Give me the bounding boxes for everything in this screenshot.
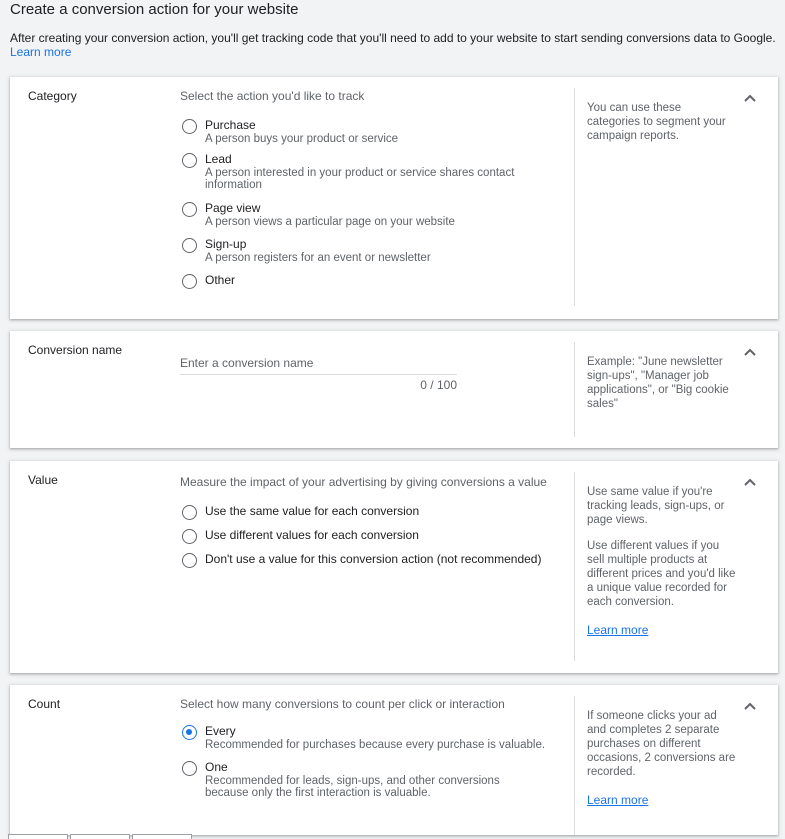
value-card (10, 461, 778, 673)
chevron-up-icon[interactable] (743, 477, 757, 487)
radio-button-selected[interactable] (182, 725, 197, 740)
radio-button[interactable] (182, 153, 197, 168)
radio-button[interactable] (182, 761, 197, 776)
help-divider (574, 342, 575, 437)
bottom-tab[interactable] (70, 834, 130, 839)
count-label: Count (28, 697, 61, 711)
help-divider (574, 88, 575, 306)
option-label: Purchase (205, 118, 256, 132)
page-description-text: After creating your conversion action, you'll get tracking code that you'll need to add to your website to start sending conversions data to Google. (10, 31, 776, 45)
bottom-tab[interactable] (132, 834, 192, 839)
radio-button[interactable] (182, 274, 197, 289)
radio-button[interactable] (182, 119, 197, 134)
category-help-text: You can use these categories to segment your campaign reports. (587, 102, 726, 142)
chevron-up-icon[interactable] (743, 701, 757, 711)
option-label: Other (205, 273, 236, 287)
help-divider (574, 472, 575, 661)
conversion-name-input[interactable] (180, 351, 457, 375)
chevron-up-icon[interactable] (743, 93, 757, 103)
conversion-name-label: Conversion name (28, 343, 123, 357)
value-help-paragraph: Use different values if you sell multiple products at different prices and you'd like a unique value recorded for each conversion. (587, 540, 736, 608)
option-label: Sign-up (205, 237, 247, 251)
option-description: Recommended for purchases because every purchase is valuable. (205, 739, 546, 751)
option-label: Every (205, 724, 236, 738)
option-description: A person registers for an event or newsletter (205, 252, 431, 264)
radio-button[interactable] (182, 505, 197, 520)
count-help-text (587, 709, 737, 807)
value-label: Value (28, 473, 58, 487)
radio-button[interactable] (182, 553, 197, 568)
category-intro: Select the action you'd like to track (180, 89, 365, 103)
radio-button[interactable] (182, 238, 197, 253)
count-help-paragraph: If someone clicks your ad and completes 2 separate purchases on different occasions, 2 conversions are recorded. (587, 710, 736, 778)
option-label: Page view (205, 201, 261, 215)
page-description (10, 31, 780, 59)
radio-button[interactable] (182, 529, 197, 544)
option-description: Recommended for leads, sign-ups, and other conversions because only the first interaction is valuable. (205, 775, 500, 799)
header-learn-more-link[interactable]: Learn more (10, 45, 72, 59)
option-label: Lead (205, 152, 232, 166)
option-label: Use different values for each conversion (205, 528, 419, 542)
bottom-tab-strip (0, 834, 785, 839)
option-description: A person buys your product or service (205, 133, 399, 145)
count-card (10, 685, 778, 835)
radio-button[interactable] (182, 202, 197, 217)
character-counter: 0 / 100 (420, 378, 457, 392)
chevron-up-icon[interactable] (743, 347, 757, 357)
value-learn-more-link[interactable]: Learn more (587, 623, 649, 637)
option-label: One (205, 760, 228, 774)
option-label: Don't use a value for this conversion action (not recommended) (205, 552, 542, 566)
option-description: A person views a particular page on your website (205, 216, 455, 228)
help-divider (574, 696, 575, 835)
option-description: A person interested in your product or service shares contact information (205, 167, 515, 191)
conversion-name-help-text: Example: "June newsletter sign-ups", "Manager job applications", or "Big cookie sales" (587, 356, 729, 410)
bottom-tab[interactable] (8, 834, 68, 839)
category-label: Category (28, 89, 77, 103)
category-card (10, 77, 778, 319)
value-intro: Measure the impact of your advertising by giving conversions a value (180, 475, 547, 489)
count-learn-more-link[interactable]: Learn more (587, 793, 649, 807)
value-help-paragraph: Use same value if you're tracking leads, sign-ups, or page views. (587, 486, 725, 526)
count-intro: Select how many conversions to count per click or interaction (180, 697, 505, 711)
value-help-text (587, 485, 737, 637)
page-title: Create a conversion action for your website (10, 1, 299, 18)
option-label: Use the same value for each conversion (205, 504, 420, 518)
conversion-name-card (10, 331, 778, 448)
